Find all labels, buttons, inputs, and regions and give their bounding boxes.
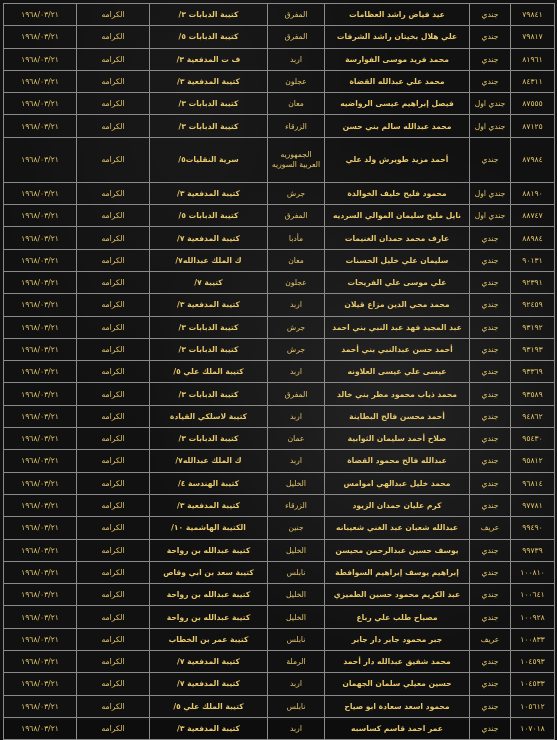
battle-cell: الكرامه [77,93,150,115]
table-row [4,606,555,628]
location-cell: معان [268,249,325,271]
name-cell: أحمد محسن فالح البطاينة [325,405,470,427]
rank-cell: جندي [470,695,511,717]
unit-cell: الكتيبة الهاشمية ١٠/ [150,517,268,539]
table-row [4,539,555,561]
name-cell: كرم عليان حمدان الزيود [325,494,470,516]
service-number-cell: ٩٧٧٨١ [511,494,555,516]
unit-cell: كتيبة ٧/ [150,271,268,293]
service-number-cell: ٨٧٥٥٥ [511,93,555,115]
martyrs-table [3,3,555,740]
battle-cell: الكرامه [77,4,150,26]
unit-cell: كتيبة الهندسة ٤/ [150,472,268,494]
name-cell: عبدالله شعبان عبد الغني شعيبانه [325,517,470,539]
table-row [4,383,555,405]
date-cell: ١٩٦٨/٠٣/٢١ [4,338,77,360]
unit-cell: كتيبة الدبابات ٣/ [150,428,268,450]
battle-cell: الكرامه [77,383,150,405]
rank-cell: جندي [470,472,511,494]
unit-cell: كتيبة عبدالله بن رواحة [150,606,268,628]
battle-cell: الكرامه [77,182,150,204]
date-cell: ١٩٦٨/٠٣/٢١ [4,472,77,494]
date-cell: ١٩٦٨/٠٣/٢١ [4,517,77,539]
date-cell: ١٩٦٨/٠٣/٢١ [4,93,77,115]
service-number-cell: ٨٨٧٤٧ [511,205,555,227]
rank-cell: جندي [470,405,511,427]
unit-cell: كتيبة المدفعية ٣/ [150,70,268,92]
date-cell: ١٩٦٨/٠٣/٢١ [4,494,77,516]
rank-cell: جندي [470,651,511,673]
location-cell: الرملة [268,651,325,673]
battle-cell: الكرامه [77,361,150,383]
service-number-cell: ٩٤٨٦٢ [511,405,555,427]
name-cell: محمد فريد موسى الفوارسة [325,48,470,70]
location-cell: الخليل [268,472,325,494]
unit-cell: كتيبة المدفعية ٧/ [150,651,268,673]
location-cell: نابلس [268,561,325,583]
rank-cell: جندي اول [470,93,511,115]
date-cell: ١٩٦٨/٠٣/٢١ [4,227,77,249]
name-cell: عارف محمد حمدان الغنيمات [325,227,470,249]
rank-cell: جندي [470,48,511,70]
table-row [4,4,555,26]
name-cell: يوسف حسين عبدالرحمن محيسن [325,539,470,561]
location-cell: المفرق [268,205,325,227]
table-row [4,294,555,316]
date-cell: ١٩٦٨/٠٣/٢١ [4,137,77,182]
battle-cell: الكرامه [77,70,150,92]
service-number-cell: ١٠٠٨١٠ [511,561,555,583]
table-row [4,584,555,606]
date-cell: ١٩٦٨/٠٣/٢١ [4,4,77,26]
service-number-cell: ٧٩٨٤١ [511,4,555,26]
rank-cell: جندي [470,494,511,516]
rank-cell: جندي [470,294,511,316]
name-cell: عبد المجيد فهد عبد النبي بني احمد [325,316,470,338]
name-cell: أحمد حسن عبدالنبي بني أحمد [325,338,470,360]
unit-cell: كتيبة الملك علي ٥/ [150,695,268,717]
table-row [4,338,555,360]
name-cell: محمد علي عبدالله القضاة [325,70,470,92]
service-number-cell: ٩٢٤٥٩ [511,294,555,316]
table-row [4,628,555,650]
name-cell: عيد فياض راشد العظامات [325,4,470,26]
date-cell: ١٩٦٨/٠٣/٢١ [4,70,77,92]
location-cell: عمان [268,428,325,450]
date-cell: ١٩٦٨/٠٣/٢١ [4,651,77,673]
service-number-cell: ١٠٤٥٣٣ [511,673,555,695]
location-cell: المفرق [268,4,325,26]
table-body [4,4,555,740]
unit-cell: كتيبة سعد بن ابي وقاص [150,561,268,583]
service-number-cell: ١٠٠٦٤١ [511,584,555,606]
name-cell: عيسى علي عيسى العلاونه [325,361,470,383]
name-cell: صلاح أحمد سليمان الثوابية [325,428,470,450]
location-cell: مأدبا [268,227,325,249]
name-cell: فيصل إبراهيم عيسى الرواضيه [325,93,470,115]
unit-cell: ك الملك عبدالله٧/ [150,249,268,271]
battle-cell: الكرامه [77,717,150,739]
service-number-cell: ٩٦٨١٤ [511,472,555,494]
service-number-cell: ٨٨٩٨٤ [511,227,555,249]
date-cell: ١٩٦٨/٠٣/٢١ [4,628,77,650]
unit-cell: كتيبة الدبابات ٥/ [150,205,268,227]
battle-cell: الكرامه [77,227,150,249]
battle-cell: الكرامه [77,338,150,360]
battle-cell: الكرامه [77,628,150,650]
battle-cell: الكرامه [77,539,150,561]
table-row [4,428,555,450]
name-cell: عمر احمد قاسم كساسبه [325,717,470,739]
unit-cell: كتيبة الدبابات ٣/ [150,338,268,360]
service-number-cell: ٩٣١٩٢ [511,316,555,338]
location-cell: اربد [268,405,325,427]
location-cell: الخليل [268,584,325,606]
rank-cell: جندي اول [470,182,511,204]
service-number-cell: ٩٣٣٦٩ [511,361,555,383]
table-row [4,361,555,383]
rank-cell: جندي [470,249,511,271]
table-row [4,316,555,338]
battle-cell: الكرامه [77,450,150,472]
battle-cell: الكرامه [77,294,150,316]
location-cell: المفرق [268,383,325,405]
battle-cell: الكرامه [77,472,150,494]
table-row [4,561,555,583]
service-number-cell: ١٠٧٠١٨ [511,717,555,739]
battle-cell: الكرامه [77,115,150,137]
unit-cell: كتيبة المدفعية ٧/ [150,227,268,249]
table-row [4,249,555,271]
unit-cell: كتيبة الدبابات ٣/ [150,383,268,405]
service-number-cell: ٩٣٥٨٩ [511,383,555,405]
unit-cell: كتيبة المدفعية ٣/ [150,494,268,516]
unit-cell: سرية النقليات٥/ [150,137,268,182]
table-row [4,137,555,182]
service-number-cell: ١٠٤٥٩٣ [511,651,555,673]
battle-cell: الكرامه [77,26,150,48]
rank-cell: جندي [470,137,511,182]
name-cell: محمود فليح خليف الخوالدة [325,182,470,204]
rank-cell: عريف [470,517,511,539]
location-cell: الزرقاء [268,494,325,516]
battle-cell: الكرامه [77,48,150,70]
date-cell: ١٩٦٨/٠٣/٢١ [4,717,77,739]
service-number-cell: ٨٨١٩٠ [511,182,555,204]
battle-cell: الكرامه [77,428,150,450]
date-cell: ١٩٦٨/٠٣/٢١ [4,361,77,383]
unit-cell: كتيبة عبدالله بن رواحة [150,584,268,606]
rank-cell: جندي [470,338,511,360]
table-row [4,450,555,472]
date-cell: ١٩٦٨/٠٣/٢١ [4,26,77,48]
location-cell: اربد [268,450,325,472]
location-cell: معان [268,93,325,115]
service-number-cell: ٨١٩٦١ [511,48,555,70]
service-number-cell: ٨٧٩٨٤ [511,137,555,182]
rank-cell: جندي [470,4,511,26]
name-cell: محمد خليل عبدالهي اموامس [325,472,470,494]
date-cell: ١٩٦٨/٠٣/٢١ [4,182,77,204]
date-cell: ١٩٦٨/٠٣/٢١ [4,316,77,338]
rank-cell: جندي اول [470,205,511,227]
battle-cell: الكرامه [77,606,150,628]
name-cell: عبدالله فالح محمود القضاة [325,450,470,472]
date-cell: ١٩٦٨/٠٣/٢١ [4,115,77,137]
unit-cell: كتيبة الدبابات ٣/ [150,4,268,26]
table-row [4,227,555,249]
table-row [4,93,555,115]
unit-cell: كتيبة الدبابات ٣/ [150,316,268,338]
service-number-cell: ١٠٠٩٢٨ [511,606,555,628]
name-cell: إبراهيم يوسف إبراهيم السوافطة [325,561,470,583]
rank-cell: جندي [470,673,511,695]
unit-cell: كتيبة لاسلكي القيادة [150,405,268,427]
location-cell: المفرق [268,26,325,48]
unit-cell: كتيبة المدفعية ٣/ [150,717,268,739]
location-cell: نابلس [268,628,325,650]
location-cell: جرش [268,182,325,204]
name-cell: حسين معيلي سلمان الجهمان [325,673,470,695]
name-cell: محمد ذياب محمود مطر بني خالد [325,383,470,405]
location-cell: اربد [268,717,325,739]
rank-cell: جندي [470,70,511,92]
battle-cell: الكرامه [77,695,150,717]
location-cell: جرش [268,316,325,338]
location-cell: نابلس [268,695,325,717]
location-cell: اربد [268,48,325,70]
rank-cell: جندي [470,227,511,249]
name-cell: محمود اسعد سعادة ابو صياح [325,695,470,717]
table-row [4,115,555,137]
service-number-cell: ١٠٠٨٣٣ [511,628,555,650]
battle-cell: الكرامه [77,316,150,338]
date-cell: ١٩٦٨/٠٣/٢١ [4,205,77,227]
service-number-cell: ٩٩٧٣٩ [511,539,555,561]
name-cell: أحمد مزيد طويرش ولد علي [325,137,470,182]
location-cell: اربد [268,673,325,695]
date-cell: ١٩٦٨/٠٣/٢١ [4,584,77,606]
date-cell: ١٩٦٨/٠٣/٢١ [4,405,77,427]
rank-cell: جندي [470,539,511,561]
rank-cell: جندي [470,271,511,293]
service-number-cell: ١٠٥٦١٢ [511,695,555,717]
date-cell: ١٩٦٨/٠٣/٢١ [4,428,77,450]
rank-cell: جندي [470,26,511,48]
date-cell: ١٩٦٨/٠٣/٢١ [4,249,77,271]
unit-cell: كتيبة الدبابات ٥/ [150,26,268,48]
table-row [4,26,555,48]
location-cell: الجمهوريه العربية السوريه [268,137,325,182]
battle-cell: الكرامه [77,205,150,227]
name-cell: محمد شفيق عبدالله دار أحمد [325,651,470,673]
name-cell: مصباح طلب علي رباع [325,606,470,628]
rank-cell: جندي [470,561,511,583]
location-cell: عجلون [268,271,325,293]
service-number-cell: ٩٥٤٣٠ [511,428,555,450]
location-cell: الخليل [268,606,325,628]
rank-cell: جندي [470,316,511,338]
rank-cell: جندي [470,428,511,450]
rank-cell: جندي [470,584,511,606]
date-cell: ١٩٦٨/٠٣/٢١ [4,48,77,70]
location-cell: الزرقاء [268,115,325,137]
unit-cell: ك الملك عبدالله٧/ [150,450,268,472]
date-cell: ١٩٦٨/٠٣/٢١ [4,450,77,472]
date-cell: ١٩٦٨/٠٣/٢١ [4,383,77,405]
location-cell: اربد [268,361,325,383]
service-number-cell: ٨٧١٢٥ [511,115,555,137]
date-cell: ١٩٦٨/٠٣/٢١ [4,695,77,717]
table-row [4,717,555,739]
table-row [4,651,555,673]
table-row [4,70,555,92]
location-cell: عجلون [268,70,325,92]
unit-cell: كتيبة الدبابات ٣/ [150,93,268,115]
date-cell: ١٩٦٨/٠٣/٢١ [4,673,77,695]
name-cell: نايل مليح سليمان الموالي السرديه [325,205,470,227]
name-cell: جبر محمود جابر دار جابر [325,628,470,650]
date-cell: ١٩٦٨/٠٣/٢١ [4,271,77,293]
battle-cell: الكرامه [77,137,150,182]
service-number-cell: ٩٣١٩٣ [511,338,555,360]
name-cell: محمد عبدالله سالم بني حسن [325,115,470,137]
table-row [4,405,555,427]
date-cell: ١٩٦٨/٠٣/٢١ [4,539,77,561]
unit-cell: ف ت المدفعية ٣/ [150,48,268,70]
name-cell: محمد محي الدين مزاع قيلان [325,294,470,316]
table-row [4,205,555,227]
name-cell: سليمان علي خليل الحسنات [325,249,470,271]
unit-cell: كتيبة الملك علي ٥/ [150,361,268,383]
table-row [4,271,555,293]
rank-cell: جندي [470,717,511,739]
unit-cell: كتيبة الدبابات ٣/ [150,115,268,137]
rank-cell: جندي [470,450,511,472]
location-cell: جرش [268,338,325,360]
battle-cell: الكرامه [77,651,150,673]
battle-cell: الكرامه [77,271,150,293]
name-cell: علي هلال بخيتان راشد الشرفات [325,26,470,48]
date-cell: ١٩٦٨/٠٣/٢١ [4,294,77,316]
battle-cell: الكرامه [77,405,150,427]
table-row [4,182,555,204]
battle-cell: الكرامه [77,584,150,606]
table-row [4,48,555,70]
service-number-cell: ٩٩٤٩٠ [511,517,555,539]
date-cell: ١٩٦٨/٠٣/٢١ [4,606,77,628]
rank-cell: جندي [470,361,511,383]
service-number-cell: ٩٠١٣١ [511,249,555,271]
location-cell: جنين [268,517,325,539]
table-row [4,673,555,695]
rank-cell: عريف [470,628,511,650]
service-number-cell: ٨٤٣١١ [511,70,555,92]
rank-cell: جندي اول [470,115,511,137]
battle-cell: الكرامه [77,494,150,516]
rank-cell: جندي [470,606,511,628]
unit-cell: كتيبة المدفعية ٧/ [150,673,268,695]
rank-cell: جندي [470,383,511,405]
unit-cell: كتيبة المدفعية ٣/ [150,294,268,316]
battle-cell: الكرامه [77,673,150,695]
battle-cell: الكرامه [77,561,150,583]
table-row [4,472,555,494]
location-cell: الخليل [268,539,325,561]
name-cell: عبد الكريم محمود حسين الطميزي [325,584,470,606]
battle-cell: الكرامه [77,517,150,539]
name-cell: علي موسى علي الفريحات [325,271,470,293]
unit-cell: كتيبة عمر بن الخطاب [150,628,268,650]
battle-cell: الكرامه [77,249,150,271]
table-row [4,517,555,539]
unit-cell: كتيبة عبدالله بن رواحة [150,539,268,561]
table-row [4,695,555,717]
location-cell: اربد [268,294,325,316]
table-row [4,494,555,516]
unit-cell: كتيبة المدفعية ٣/ [150,182,268,204]
service-number-cell: ٩٢٣٩١ [511,271,555,293]
date-cell: ١٩٦٨/٠٣/٢١ [4,561,77,583]
service-number-cell: ٧٩٨١٧ [511,26,555,48]
service-number-cell: ٩٥٨١٢ [511,450,555,472]
